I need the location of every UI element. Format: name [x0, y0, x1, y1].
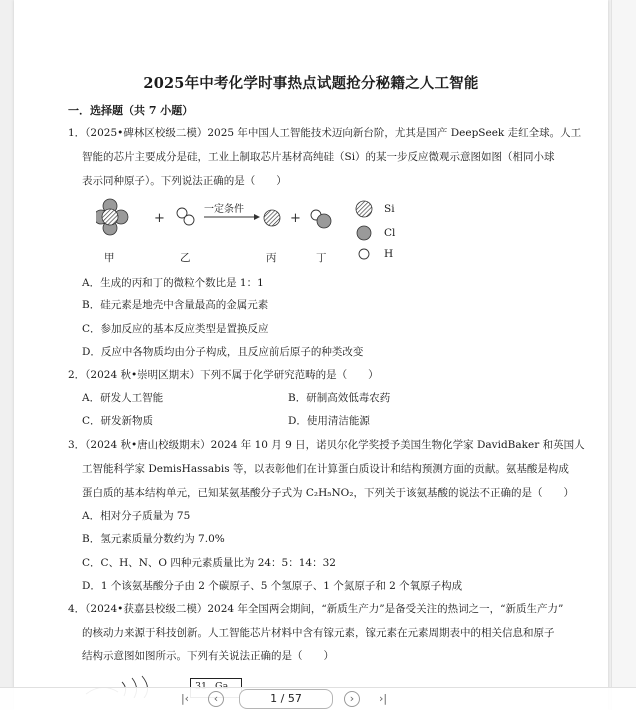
q4-stem-line-2: 的核动力来源于科技创新。人工智能芯片材料中含有镓元素，镓元素在元素周期表中的相关信息和原子: [82, 627, 555, 639]
legend-cl-label: Cl: [384, 227, 396, 239]
first-page-button[interactable]: [176, 690, 194, 708]
legend-si-atom: [356, 201, 372, 217]
q4-stem-line-1: 4．（2024•获嘉县校级二模）2024 年全国两会期间，“新质生产力”是备受关注的热词之一，“新质生产力”: [68, 603, 564, 615]
first-page-icon: |‹: [180, 692, 190, 705]
previous-page-button[interactable]: [208, 691, 224, 707]
q1-option-a: A．生成的丙和丁的微粒个数比是 1：1: [82, 277, 264, 289]
q1-option-d: D．反应中各物质均由分子构成，且反应前后原子的种类改变: [82, 346, 364, 358]
previous-page-icon: ‹: [213, 692, 219, 705]
plus-sign-2: +: [290, 211, 301, 226]
legend-cl-atom: [357, 226, 371, 240]
vertical-scrollbar[interactable]: [611, 0, 636, 710]
next-page-icon: ›: [349, 692, 355, 705]
document-page: [14, 0, 608, 710]
q2-option-c: C．研发新物质: [82, 415, 154, 427]
q1-stem-line-1: 1．（2025•碑林区校级二模）2025 年中国人工智能技术迈向新台阶，尤其是国产 DeepSeek 走红全球。人工: [68, 127, 582, 139]
q2-option-d: D．使用清洁能源: [288, 415, 370, 427]
q3-option-b: B．氢元素质量分数约为 7.0%: [82, 533, 225, 545]
reaction-diagram: [96, 198, 406, 268]
reaction-condition: 一定条件: [204, 204, 244, 215]
page-number-input[interactable]: 1 / 57: [239, 689, 333, 709]
next-page-button[interactable]: [344, 691, 360, 707]
legend-h-atom: [359, 249, 369, 259]
q1-stem-line-2: 智能的芯片主要成分是硅，工业上制取芯片基材高纯硅（Si）的某一步反应微观示意图如图（相同小球: [82, 151, 555, 163]
q2-stem: 2．（2024 秋•崇明区期末）下列不属于化学研究范畴的是（ ）: [68, 369, 379, 381]
label-ding: 丁: [316, 252, 327, 264]
q1-option-b: B．硅元素是地壳中含量最高的金属元素: [82, 299, 269, 311]
q3-stem-line-3: 蛋白质的基本结构单元，已知某氨基酸分子式为 C₂H₅NO₂，下列关于该氨基酸的说法不正确的是（ ）: [82, 487, 574, 499]
label-yi: 乙: [180, 252, 191, 264]
label-bing: 丙: [266, 252, 277, 264]
q2-option-b: B．研制高效低毒农药: [288, 392, 391, 404]
molecule-bing: [264, 210, 280, 226]
legend-h-label: H: [384, 248, 394, 260]
q3-stem-line-1: 3．（2024 秋•唐山校级期末）2024 年 10 月 9 日，诺贝尔化学奖授予美国生物化学家 DavidBaker 和英国人: [68, 439, 585, 451]
section-heading: 一．选择题（共 7 小题）: [68, 104, 194, 117]
molecule-ding: [311, 210, 331, 228]
q2-option-a: A．研发人工智能: [82, 392, 164, 404]
q1-option-c: C．参加反应的基本反应类型是置换反应: [82, 323, 269, 335]
molecule-yi: [177, 208, 194, 225]
q3-option-c: C．C、H、N、O 四种元素质量比为 24：5：14：32: [82, 557, 336, 569]
pdf-navigation-bar: [0, 687, 636, 710]
molecule-jia: [96, 199, 128, 235]
q3-option-a: A．相对分子质量为 75: [82, 510, 191, 522]
plus-sign-1: +: [154, 211, 165, 226]
q3-stem-line-2: 工智能科学家 DemisHassabis 等，以表彰他们在计算蛋白质设计和结构预测方面的贡献。氨基酸是构成: [82, 463, 569, 475]
q3-option-d: D．1 个该氨基酸分子由 2 个碳原子、5 个氢原子、1 个氮原子和 2 个氧原子构成: [82, 580, 463, 592]
legend-si-label: Si: [384, 203, 395, 215]
q4-stem-line-3: 结构示意图如图所示。下列有关说法正确的是（ ）: [82, 650, 334, 662]
last-page-button[interactable]: [374, 690, 392, 708]
reaction-diagram-svg: [96, 198, 406, 268]
label-jia: 甲: [104, 252, 115, 264]
q1-stem-line-3: 表示同种原子）。下列说法正确的是（ ）: [82, 175, 287, 187]
last-page-icon: ›|: [378, 692, 388, 705]
document-title: 2025年中考化学时事热点试题抢分秘籍之人工智能: [143, 75, 479, 92]
